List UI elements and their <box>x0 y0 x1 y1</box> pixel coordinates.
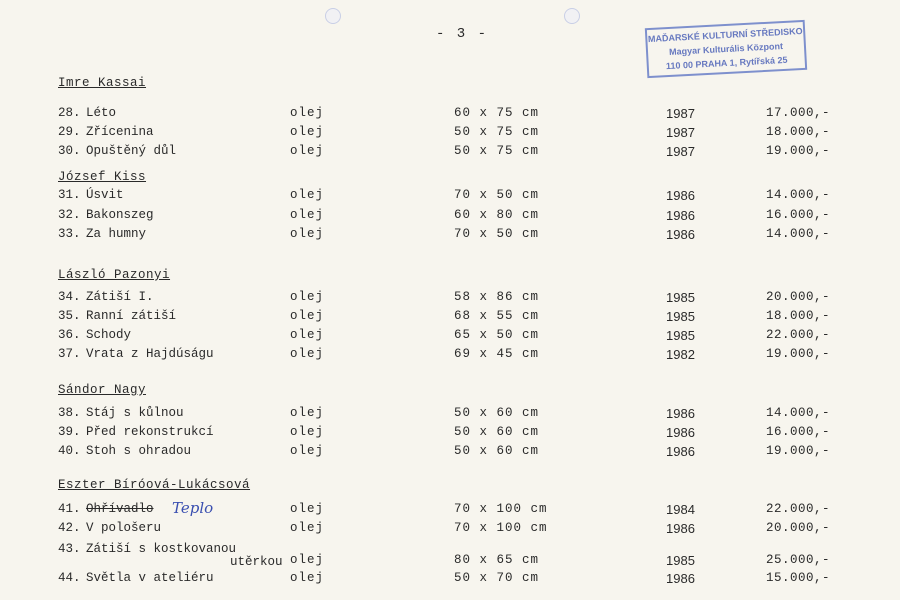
list-item <box>0 444 900 462</box>
item-size: 70 x 50 cm <box>454 188 540 202</box>
item-medium: olej <box>290 106 325 120</box>
item-medium: olej <box>290 328 325 342</box>
item-medium: olej <box>290 553 325 567</box>
item-year: 1985 <box>666 309 695 324</box>
item-medium: olej <box>290 502 325 516</box>
item-price: 22.000,- <box>766 502 831 516</box>
item-title: Schody <box>86 328 132 342</box>
item-title: Bakonszeg <box>86 208 154 222</box>
item-price: 19.000,- <box>766 347 831 361</box>
item-number: 36. <box>58 328 81 342</box>
item-size: 50 x 70 cm <box>454 571 540 585</box>
item-year: 1986 <box>666 227 695 242</box>
item-price: 19.000,- <box>766 444 831 458</box>
artist-heading: Imre Kassai <box>58 76 147 90</box>
item-title: Stáj s kůlnou <box>86 406 184 420</box>
item-number: 33. <box>58 227 81 241</box>
item-medium: olej <box>290 309 325 323</box>
artist-heading: Sándor Nagy <box>58 383 147 397</box>
item-title: Světla v ateliéru <box>86 571 214 585</box>
artist-heading: Eszter Bíróová-Lukácsová <box>58 478 251 492</box>
item-size: 80 x 65 cm <box>454 553 540 567</box>
list-item <box>0 106 900 124</box>
item-title: Ranní zátiší <box>86 309 177 323</box>
item-size: 50 x 75 cm <box>454 125 540 139</box>
item-year: 1986 <box>666 571 695 586</box>
list-item <box>0 521 900 539</box>
item-number: 34. <box>58 290 81 304</box>
item-title: Zátiší I. <box>86 290 154 304</box>
institution-stamp <box>645 20 807 78</box>
item-medium: olej <box>290 347 325 361</box>
item-price: 14.000,- <box>766 188 831 202</box>
item-number: 30. <box>58 144 81 158</box>
item-price: 15.000,- <box>766 571 831 585</box>
item-size: 69 x 45 cm <box>454 347 540 361</box>
list-item <box>0 425 900 443</box>
item-medium: olej <box>290 125 325 139</box>
punch-hole <box>564 8 580 24</box>
item-year: 1986 <box>666 208 695 223</box>
stamp-line-2: Magyar Kulturális Központ <box>668 41 784 57</box>
artist-heading: László Pazonyi <box>58 268 171 282</box>
item-number: 38. <box>58 406 81 420</box>
item-title: Před rekonstrukcí <box>86 425 214 439</box>
item-title: Léto <box>86 106 117 120</box>
item-year: 1986 <box>666 188 695 203</box>
item-size: 50 x 60 cm <box>454 444 540 458</box>
handwritten-correction: Teplo <box>172 499 214 517</box>
item-number: 31. <box>58 188 81 202</box>
item-medium: olej <box>290 425 325 439</box>
item-number: 39. <box>58 425 81 439</box>
item-size: 50 x 60 cm <box>454 425 540 439</box>
item-price: 22.000,- <box>766 328 831 342</box>
item-number: 40. <box>58 444 81 458</box>
item-medium: olej <box>290 290 325 304</box>
item-size: 58 x 86 cm <box>454 290 540 304</box>
item-number: 28. <box>58 106 81 120</box>
item-title: Zřícenina <box>86 125 154 139</box>
item-price: 16.000,- <box>766 425 831 439</box>
list-item <box>0 502 900 520</box>
item-size: 50 x 60 cm <box>454 406 540 420</box>
item-year: 1986 <box>666 406 695 421</box>
item-size: 50 x 75 cm <box>454 144 540 158</box>
item-medium: olej <box>290 227 325 241</box>
item-size: 70 x 50 cm <box>454 227 540 241</box>
list-item-continued <box>0 553 900 571</box>
item-number: 35. <box>58 309 81 323</box>
item-title: Opuštěný důl <box>86 144 177 158</box>
item-price: 16.000,- <box>766 208 831 222</box>
item-medium: olej <box>290 444 325 458</box>
list-item <box>0 144 900 162</box>
item-price: 25.000,- <box>766 553 831 567</box>
item-year: 1985 <box>666 328 695 343</box>
list-item <box>0 328 900 346</box>
item-title: V pološeru <box>86 521 162 535</box>
item-title: Ohřívadlo <box>86 502 154 516</box>
item-size: 70 x 100 cm <box>454 502 548 516</box>
item-number: 32. <box>58 208 81 222</box>
item-medium: olej <box>290 144 325 158</box>
item-title: Úsvit <box>86 188 124 202</box>
item-title: Za humny <box>86 227 147 241</box>
item-medium: olej <box>290 208 325 222</box>
item-price: 20.000,- <box>766 290 831 304</box>
punch-hole <box>325 8 341 24</box>
list-item <box>0 347 900 365</box>
item-size: 60 x 75 cm <box>454 106 540 120</box>
item-title: Zátiší s kostkovanou <box>86 542 237 556</box>
item-year: 1982 <box>666 347 695 362</box>
item-medium: olej <box>290 406 325 420</box>
item-year: 1984 <box>666 502 695 517</box>
list-item <box>0 571 900 589</box>
item-title: Stoh s ohradou <box>86 444 192 458</box>
item-price: 18.000,- <box>766 309 831 323</box>
item-number: 44. <box>58 571 81 585</box>
item-size: 65 x 50 cm <box>454 328 540 342</box>
page-number: - 3 - <box>436 26 489 42</box>
item-price: 14.000,- <box>766 406 831 420</box>
list-item <box>0 188 900 206</box>
item-year: 1987 <box>666 106 695 121</box>
list-item <box>0 406 900 424</box>
artist-heading: József Kiss <box>58 170 147 184</box>
item-year: 1987 <box>666 144 695 159</box>
item-price: 20.000,- <box>766 521 831 535</box>
item-year: 1987 <box>666 125 695 140</box>
item-price: 19.000,- <box>766 144 831 158</box>
item-year: 1986 <box>666 425 695 440</box>
item-title-continued: utěrkou <box>230 555 283 569</box>
item-number: 37. <box>58 347 81 361</box>
item-year: 1986 <box>666 444 695 459</box>
item-medium: olej <box>290 571 325 585</box>
item-number: 29. <box>58 125 81 139</box>
list-item <box>0 208 900 226</box>
item-size: 60 x 80 cm <box>454 208 540 222</box>
item-year: 1986 <box>666 521 695 536</box>
list-item <box>0 290 900 308</box>
item-price: 18.000,- <box>766 125 831 139</box>
item-size: 70 x 100 cm <box>454 521 548 535</box>
list-item <box>0 125 900 143</box>
list-item <box>0 309 900 327</box>
item-number: 43. <box>58 542 81 556</box>
item-number: 42. <box>58 521 81 535</box>
item-size: 68 x 55 cm <box>454 309 540 323</box>
stamp-line-1: MAĎARSKÉ KULTURNÍ STŘEDISKO <box>647 25 803 45</box>
item-medium: olej <box>290 188 325 202</box>
stamp-line-3: 110 00 PRAHA 1, Rytířská 25 <box>665 54 788 72</box>
item-price: 14.000,- <box>766 227 831 241</box>
item-year: 1985 <box>666 290 695 305</box>
item-title: Vrata z Hajdúságu <box>86 347 214 361</box>
item-price: 17.000,- <box>766 106 831 120</box>
item-number: 41. <box>58 502 81 516</box>
item-year: 1985 <box>666 553 695 568</box>
item-medium: olej <box>290 521 325 535</box>
list-item <box>0 227 900 245</box>
